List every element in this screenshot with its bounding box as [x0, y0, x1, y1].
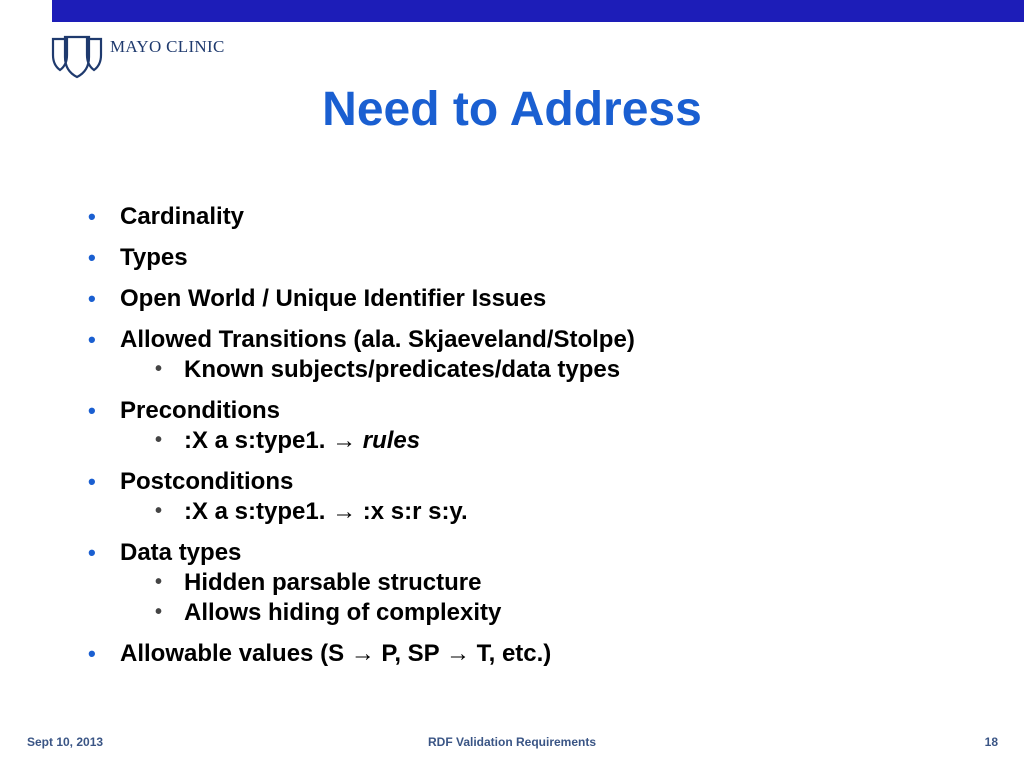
- bullet-item: [88, 538, 968, 628]
- sub-bullet-text: Known subjects/predicates/data types: [184, 356, 621, 383]
- sub-bullet-item: [88, 598, 968, 628]
- sub-bullet-list: [88, 426, 968, 456]
- bullet-text: Allowable values (S: [120, 640, 345, 667]
- bullet-item: [88, 284, 968, 314]
- bullet-dot: •: [88, 327, 96, 352]
- sub-bullet-list: [88, 497, 968, 527]
- bullet-text: Data types: [120, 539, 242, 566]
- bullet-dot: •: [88, 286, 96, 311]
- sub-bullet-item: [88, 426, 968, 456]
- bullet-text: P, SP: [381, 640, 440, 667]
- right-arrow-icon: →: [332, 498, 357, 525]
- sub-bullet-text: :x s:r s:y.: [362, 498, 468, 525]
- sub-bullet-dot: •: [155, 500, 163, 522]
- page-number: 18: [984, 735, 998, 749]
- footer-title: RDF Validation Requirements: [427, 735, 597, 749]
- top-accent-bar: [52, 0, 1024, 22]
- sub-bullet-dot: •: [155, 601, 163, 623]
- bullet-text: Cardinality: [120, 203, 245, 230]
- sub-bullet-text: :X a s:type1.: [184, 498, 326, 525]
- bullet-item: [88, 202, 968, 232]
- bullet-item: [88, 325, 968, 385]
- bullet-item: [88, 243, 968, 273]
- sub-bullet-list: [88, 568, 968, 628]
- right-arrow-icon: →: [332, 427, 357, 454]
- bullet-item: [88, 639, 968, 669]
- bullet-text: T, etc.): [476, 640, 552, 667]
- footer-date: Sept 10, 2013: [27, 735, 104, 749]
- bullet-dot: •: [88, 204, 96, 229]
- bullet-dot: •: [88, 398, 96, 423]
- sub-bullet-text: Hidden parsable structure: [184, 569, 482, 596]
- right-arrow-icon: →: [445, 640, 470, 667]
- sub-bullet-item: [88, 355, 968, 385]
- sub-bullet-dot: •: [155, 571, 163, 593]
- sub-bullet-dot: •: [155, 429, 163, 451]
- slide-title: Need to Address: [322, 83, 702, 136]
- sub-bullet-item: [88, 568, 968, 598]
- bullet-item: [88, 467, 968, 527]
- logo-text: MAYO CLINIC: [110, 37, 225, 56]
- bullet-item: [88, 396, 968, 456]
- sub-bullet-text: Allows hiding of complexity: [184, 599, 502, 626]
- bullet-dot: •: [88, 469, 96, 494]
- sub-bullet-item: [88, 497, 968, 527]
- bullet-text: Preconditions: [120, 397, 281, 424]
- sub-bullet-list: [88, 355, 968, 385]
- sub-bullet-emphasis: rules: [362, 427, 421, 454]
- mayo-shields-icon: [50, 33, 104, 79]
- bullet-text: Postconditions: [120, 468, 294, 495]
- bullet-dot: •: [88, 540, 96, 565]
- bullet-dot: •: [88, 641, 96, 666]
- right-arrow-icon: →: [350, 640, 375, 667]
- sub-bullet-text: :X a s:type1.: [184, 427, 326, 454]
- bullet-list: [88, 202, 968, 680]
- bullet-text: Types: [120, 244, 188, 271]
- bullet-text: Open World / Unique Identifier Issues: [120, 285, 547, 312]
- bullet-text: Allowed Transitions (ala. Skjaeveland/Stolpe): [120, 326, 635, 353]
- sub-bullet-dot: •: [155, 358, 163, 380]
- bullet-dot: •: [88, 245, 96, 270]
